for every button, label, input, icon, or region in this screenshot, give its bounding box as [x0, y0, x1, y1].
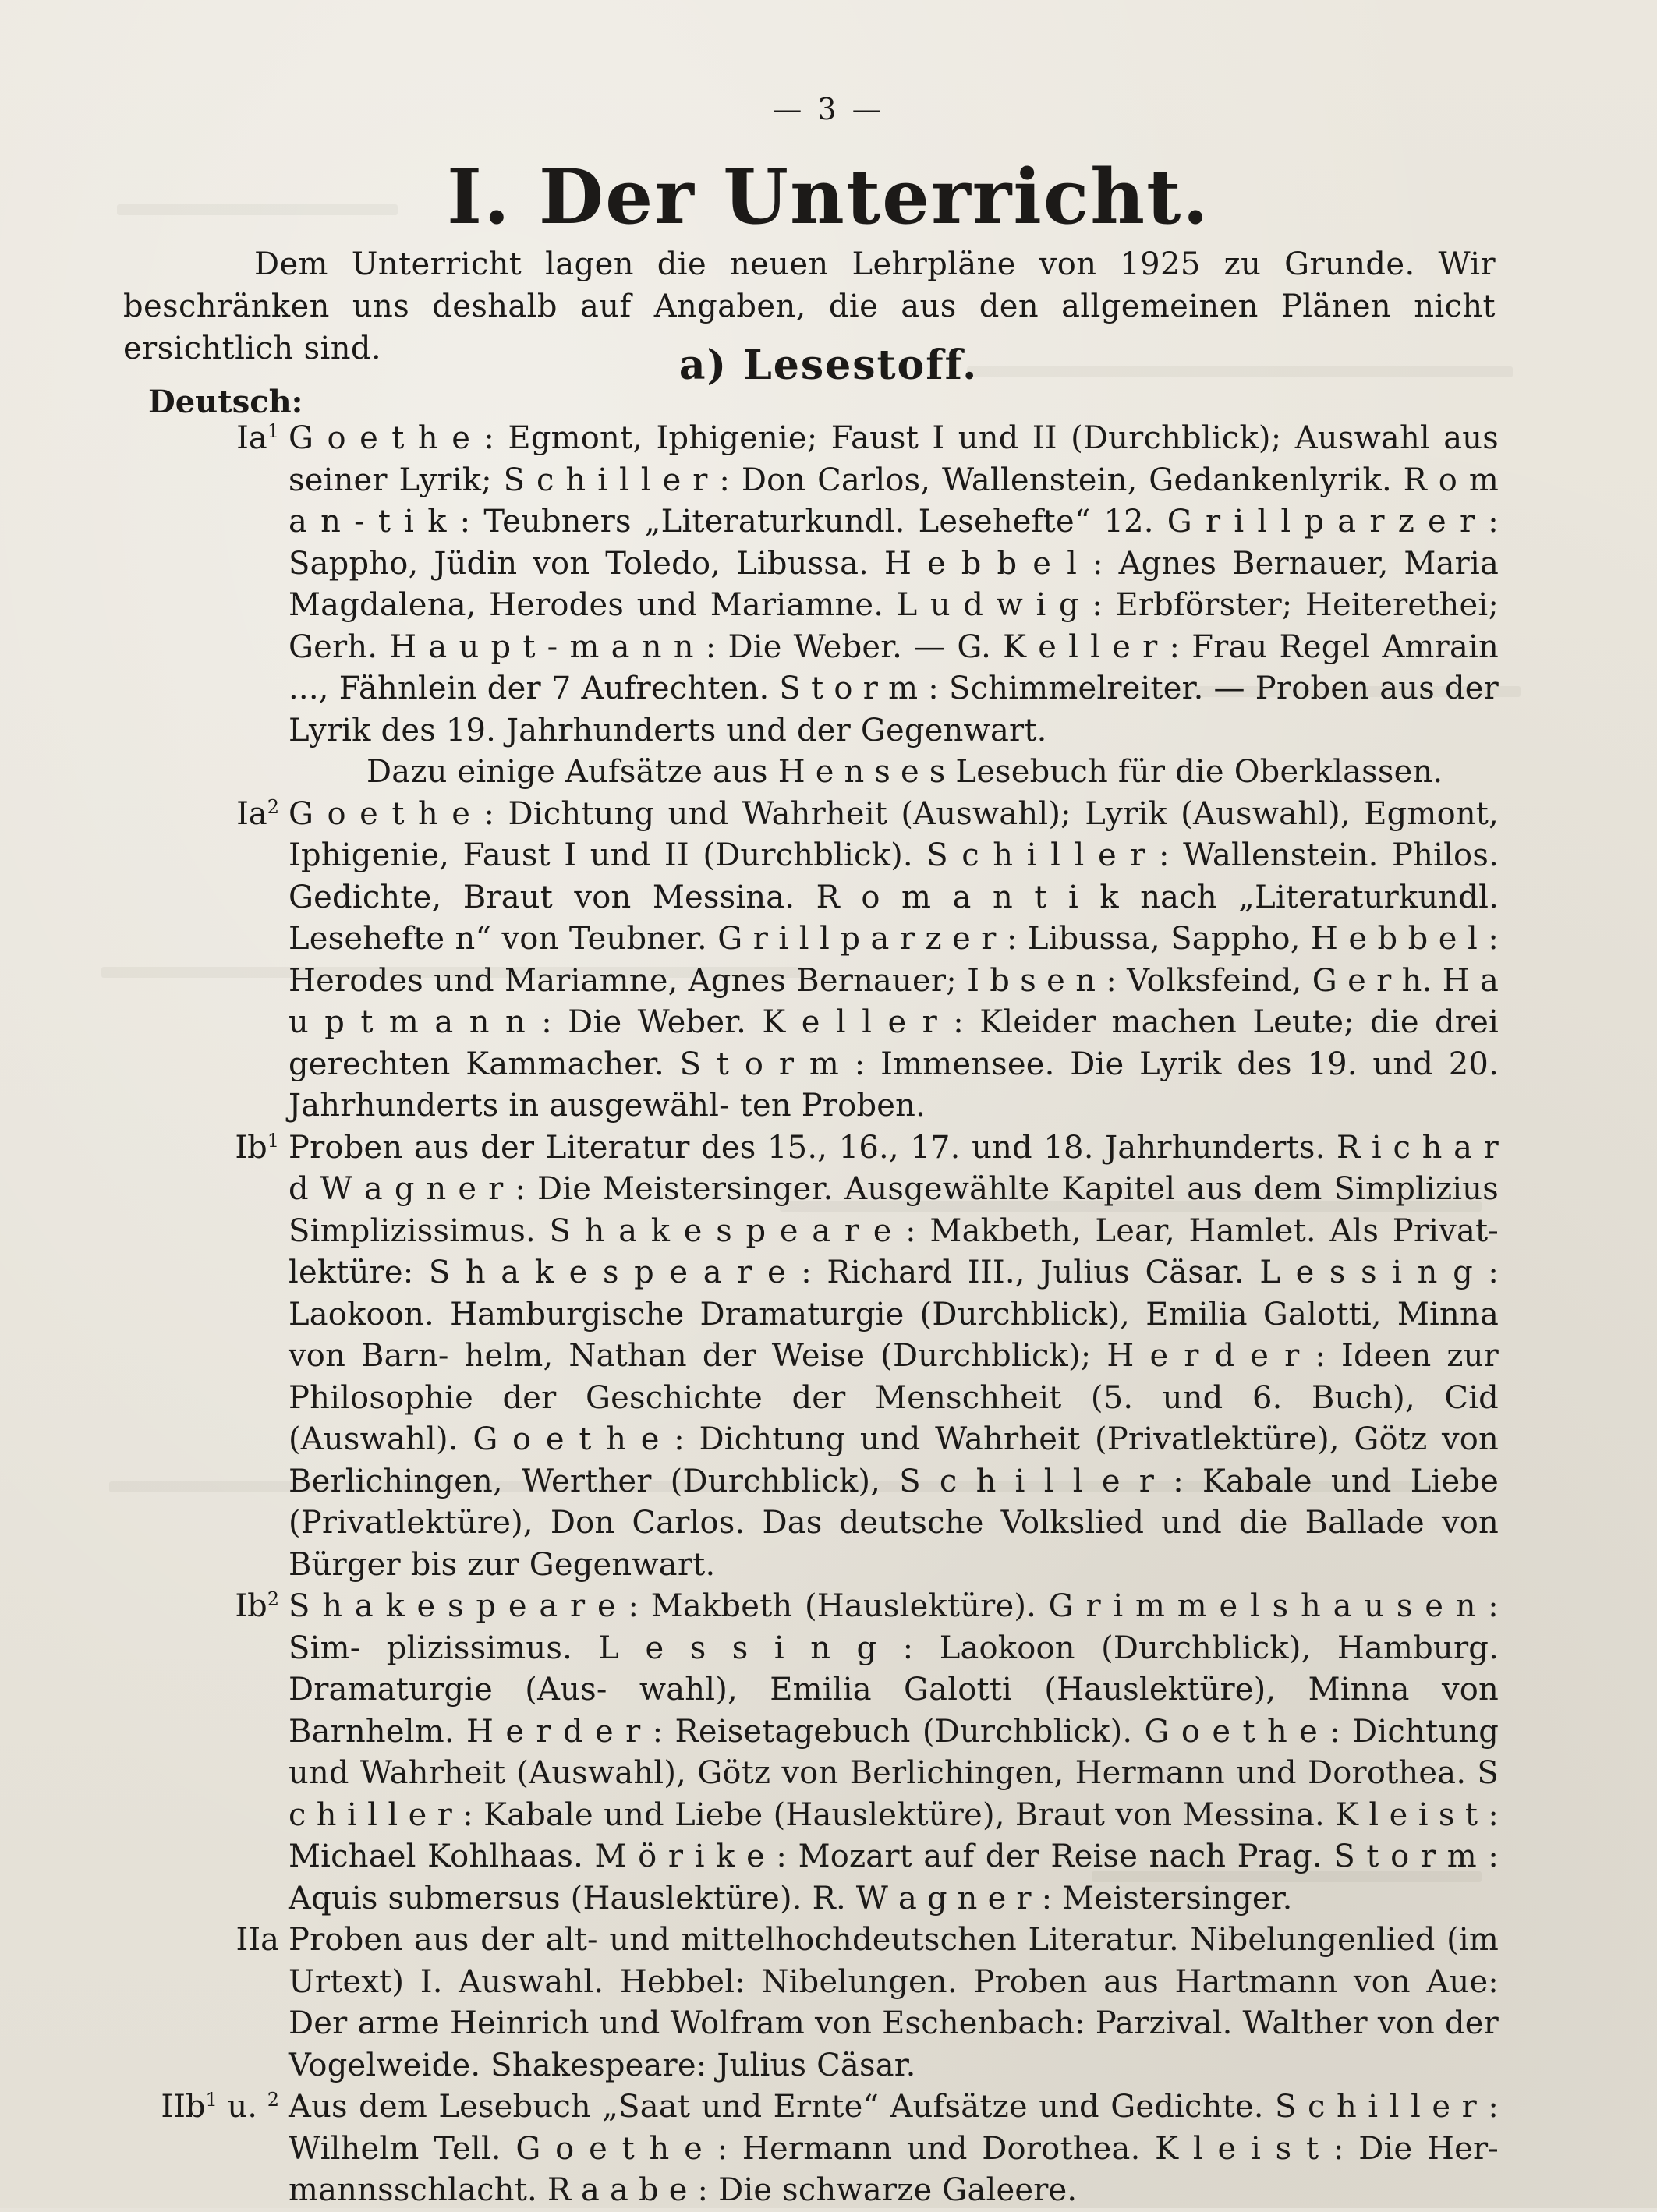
subject-label: Deutsch:: [148, 384, 303, 420]
class-reading-text: Aus dem Lesebuch „Saat und Ernte“ Aufsätze und Gedichte. S c h i l l e r : Wilhelm Tell. G o e t h e : Hermann und Dorothea. K l e i s t : Die Her- mannsschlacht. R a a b e : Die schwarze Galeere.: [289, 2089, 1499, 2208]
class-reading-text: Proben aus der alt- und mittelhochdeutschen Literatur. Nibelungenlied (im Urtext) I. Auswahl. Hebbel: Nibelungen. Proben aus Hartmann von Aue: Der arme Heinrich und Wolfram von Eschenbach: Parzival. Walther von der Vogelweide. Shakespeare: Julius Cäsar.: [289, 1922, 1499, 2083]
reading-list: [0, 418, 1657, 2212]
class-label: Ia$^1$: [236, 420, 279, 456]
page-number: — 3 —: [772, 92, 885, 126]
class-reading-text: G o e t h e : Egmont, Iphigenie; Faust I und II (Durchblick); Auswahl aus seiner Lyrik; S c h i l l e r : Don Carlos, Wallenstein, Gedankenlyrik. R o m a n - t i k : Teubners „Literaturkundl. Lesehefte“ 12. G r i l l p a r z e r : Sappho, Jüdin von Toledo, Libussa. H e b b e l : Agnes Bernauer, Maria Magdalena, Herodes und Mariamne. L u d w i g : Erbförster; Heiterethei; Gerh. H a u p t - m a n n : Die Weber. — G. K e l l e r : Frau Regel Amrain ..., Fähnlein der 7 Aufrechten. S t o r m : Schimmelreiter. — Proben aus der Lyrik des 19. Jahrhunderts und der Gegenwart. Dazu einige Aufsätze aus H e n s e s Lesebuch für die Oberklassen.: [289, 418, 1499, 794]
class-entry-iib: [0, 2086, 1657, 2212]
class-entry-ia1: [0, 418, 1657, 794]
class-label: Ia$^2$: [236, 795, 279, 832]
class-reading-text: Proben aus der Literatur des 15., 16., 17. und 18. Jahrhunderts. R i c h a r d W a g n e r : Die Meistersinger. Ausgewählte Kapitel aus dem Simplizius Simplizissimus. S h a k e s p e a r e : Makbeth, Lear, Hamlet. Als Privat- lektüre: S h a k e s p e a r e : Richard III., Julius Cäsar. L e s s i n g : Laokoon. Hamburgische Dramaturgie (Durchblick), Emilia Galotti, Minna von Barn- helm, Nathan der Weise (Durchblick); H e r d e r : Ideen zur Philosophie der Geschichte der Menschheit (5. und 6. Buch), Cid (Auswahl). G o e t h e : Dichtung und Wahrheit (Privatlektüre), Götz von Berlichingen, Werther (Durchblick), S c h i l l e r : Kabale und Liebe (Privatlektüre), Don Carlos. Das deutsche Volkslied und die Ballade von Bürger bis zur Gegenwart.: [289, 1129, 1499, 1583]
class-label: Ib$^2$: [235, 1588, 279, 1624]
class-entry-ib2: [0, 1586, 1657, 1920]
class-reading-text: G o e t h e : Dichtung und Wahrheit (Auswahl); Lyrik (Auswahl), Egmont, Iphigenie, Faust I und II (Durchblick). S c h i l l e r : Wallenstein. Philos. Gedichte, Braut von Messina. R o m a n t i k nach „Literaturkundl. Lesehefte n“ von Teubner. G r i l l p a r z e r : Libussa, Sappho, H e b b e l : Herodes und Mariamne, Agnes Bernauer; I b s e n : Volksfeind, G e r h. H a u p t m a n n : Die Weber. K e l l e r : Kleider machen Leute; die drei gerechten Kammacher. S t o r m : Immensee. Die Lyrik des 19. und 20. Jahrhunderts in ausgewähl- ten Proben.: [289, 795, 1499, 1124]
class-label: IIa: [235, 1922, 279, 1958]
class-label: IIb$^1$ u. $^2$: [161, 2089, 279, 2125]
class-reading-text: S h a k e s p e a r e : Makbeth (Hauslektüre). G r i m m e l s h a u s e n : Sim- plizissimus. L e s s i n g : Laokoon (Durchblick), Hamburg. Dramaturgie (Aus- wahl), Emilia Galotti (Hauslektüre), Minna von Barnhelm. H e r d e r : Reisetagebuch (Durchblick). G o e t h e : Dichtung und Wahrheit (Auswahl), Götz von Berlichingen, Hermann und Dorothea. S c h i l l e r : Kabale und Liebe (Hauslektüre), Braut von Messina. K l e i s t : Michael Kohlhaas. M ö r i k e : Mozart auf der Reise nach Prag. S t o r m : Aquis submersus (Hauslektüre). R. W a g n e r : Meistersinger.: [289, 1588, 1499, 1916]
class-entry-ia2: [0, 794, 1657, 1127]
class-label: Ib$^1$: [235, 1129, 279, 1166]
section-heading: a) Lesestoff.: [678, 342, 979, 389]
class-entry-ib1: [0, 1127, 1657, 1587]
intro-paragraph: Dem Unterricht lagen die neuen Lehrpläne von 1925 zu Grunde. Wir beschränken uns deshalb auf Angaben, die aus den allgemeinen Plänen nicht ersichtlich sind.: [123, 246, 1496, 366]
class-entry-iia: [0, 1920, 1657, 2086]
chapter-heading: I. Der Unterricht.: [447, 153, 1210, 241]
additional-note: Dazu einige Aufsätze aus H e n s e s Lesebuch für die Oberklassen.: [366, 754, 1443, 790]
